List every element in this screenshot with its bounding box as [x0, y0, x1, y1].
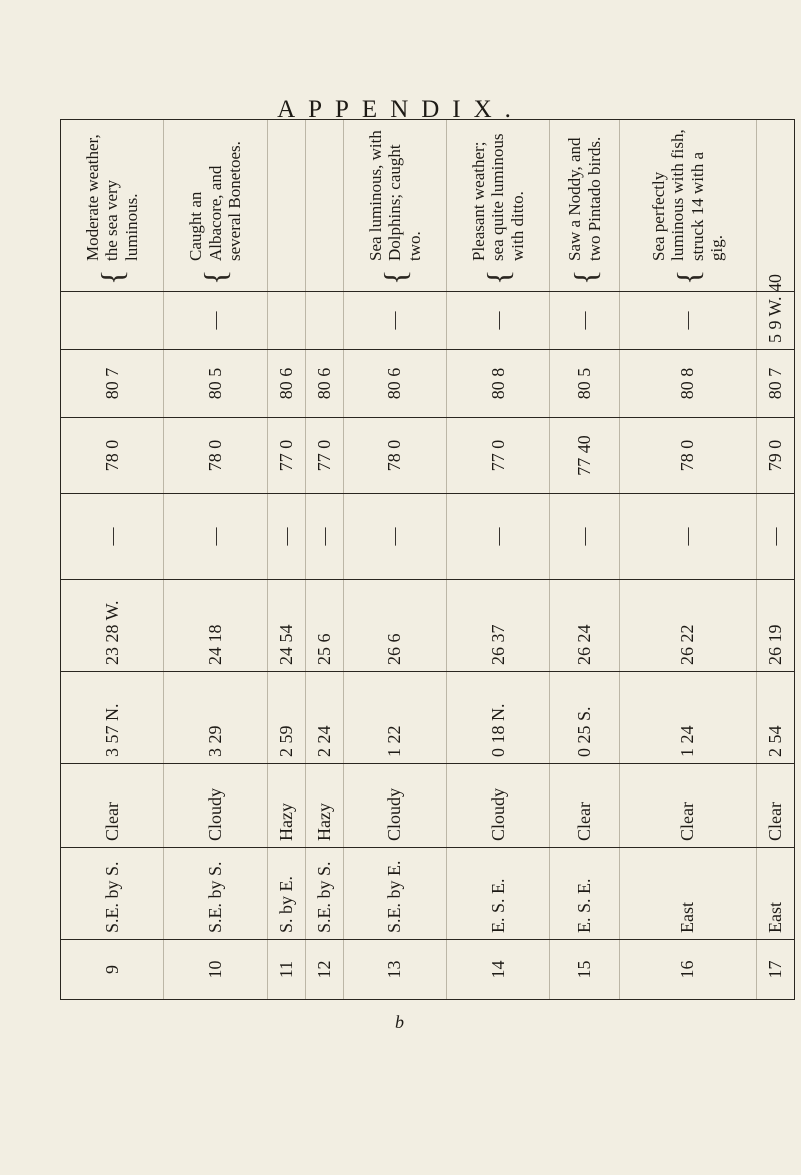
depth-cell-text: 80 7	[764, 367, 785, 400]
day-cell-text: 16	[677, 960, 698, 979]
blank-cell	[756, 494, 794, 580]
weather-cell	[305, 764, 343, 848]
day-cell-text: 12	[313, 960, 334, 979]
table-body	[61, 120, 795, 1000]
latitude-cell	[343, 672, 446, 764]
weather-cell-text: Clear	[677, 802, 698, 841]
latitude-cell	[164, 672, 267, 764]
brace-mark: {	[566, 269, 603, 285]
day-cell	[305, 940, 343, 1000]
blank-cell	[305, 494, 343, 580]
thermometer-cell-text: 77 0	[487, 439, 508, 472]
table-row	[619, 120, 756, 1000]
variation-cell-text: 5 9 W. 40	[764, 273, 785, 343]
latitude-cell	[61, 672, 164, 764]
thermometer-cell	[267, 418, 305, 494]
wind-cell	[756, 848, 794, 940]
weather-cell	[267, 764, 305, 848]
variation-cell-text: —	[574, 311, 595, 330]
variation-cell	[343, 292, 446, 350]
table-row	[447, 120, 550, 1000]
variation-cell	[756, 273, 794, 350]
table-row	[550, 120, 619, 1000]
weather-cell	[61, 764, 164, 848]
depth-cell	[343, 350, 446, 418]
depth-cell	[305, 350, 343, 418]
remarks-cell-text: Caught an Albacore, and several Bonetoes.	[186, 141, 245, 261]
table-row	[61, 120, 164, 1000]
day-cell-text: 17	[764, 960, 785, 979]
depth-cell-text: 80 6	[384, 367, 405, 400]
weather-cell	[550, 764, 619, 848]
remarks-cell	[550, 120, 619, 292]
wind-cell-text: S.E. by E.	[384, 860, 405, 933]
longitude-cell	[756, 580, 794, 672]
thermometer-cell-text: 78 0	[101, 439, 122, 472]
thermometer-cell	[305, 418, 343, 494]
thermometer-cell-text: 78 0	[384, 439, 405, 472]
weather-cell-text: Hazy	[313, 803, 334, 841]
longitude-cell-text: 24 18	[204, 624, 225, 665]
table-row	[756, 120, 794, 1000]
day-cell-text: 15	[574, 960, 595, 979]
page-title: APPENDIX.	[277, 96, 524, 123]
latitude-cell	[619, 672, 756, 764]
brace-mark: {	[480, 269, 517, 285]
remarks-cell	[447, 120, 550, 292]
day-cell	[447, 940, 550, 1000]
longitude-cell	[343, 580, 446, 672]
latitude-cell-text: 2 24	[313, 725, 334, 757]
blank-cell-text: —	[275, 527, 296, 546]
remarks-cell-text: Sea luminous, with Dolphins; caught two.	[365, 130, 424, 261]
weather-cell-text: Cloudy	[204, 787, 225, 841]
weather-cell	[756, 764, 794, 848]
latitude-cell	[550, 672, 619, 764]
depth-cell-text: 80 5	[204, 367, 225, 400]
day-cell	[164, 940, 267, 1000]
blank-cell	[343, 494, 446, 580]
latitude-cell	[305, 672, 343, 764]
blank-cell	[550, 494, 619, 580]
blank-cell	[447, 494, 550, 580]
table-row	[343, 120, 446, 1000]
latitude-cell-text: 2 59	[275, 725, 296, 757]
remarks-cell-text: Sea perfectly luminous with fish, struck 14 with a gig.	[648, 129, 727, 261]
depth-cell	[164, 350, 267, 418]
longitude-cell	[550, 580, 619, 672]
longitude-cell	[267, 580, 305, 672]
brace-mark: {	[669, 269, 706, 285]
blank-cell	[619, 494, 756, 580]
variation-cell-text: —	[677, 311, 698, 330]
wind-cell-text: S. by E.	[275, 875, 296, 933]
signature-letter: b	[395, 1012, 404, 1032]
day-cell	[756, 940, 794, 1000]
blank-cell-text: —	[677, 527, 698, 546]
depth-cell	[267, 350, 305, 418]
variation-cell	[61, 292, 164, 350]
longitude-cell-text: 26 19	[764, 624, 785, 665]
wind-cell-text: East	[764, 902, 785, 933]
remarks-cell	[267, 120, 305, 292]
latitude-cell-text: 3 29	[204, 725, 225, 757]
thermometer-cell	[61, 418, 164, 494]
rotated-table-container	[60, 120, 795, 1000]
longitude-cell-text: 26 6	[384, 633, 405, 665]
longitude-cell-text: 26 37	[487, 624, 508, 665]
wind-cell	[619, 848, 756, 940]
latitude-cell-text: 0 18 N.	[487, 703, 508, 757]
latitude-cell-text: 1 22	[384, 725, 405, 757]
thermometer-cell-text: 78 0	[677, 439, 698, 472]
wind-cell	[164, 848, 267, 940]
longitude-cell	[619, 580, 756, 672]
brace-mark: {	[94, 269, 131, 285]
remarks-cell	[756, 120, 794, 292]
thermometer-cell	[550, 418, 619, 494]
thermometer-cell-text: 79 0	[764, 439, 785, 472]
latitude-cell-text: 1 24	[677, 725, 698, 757]
depth-cell	[61, 350, 164, 418]
remarks-cell-text: Moderate weather, the sea very luminous.	[82, 134, 141, 261]
longitude-cell	[164, 580, 267, 672]
blank-cell-text: —	[574, 527, 595, 546]
day-cell	[619, 940, 756, 1000]
wind-cell-text: S.E. by S.	[313, 861, 334, 933]
remarks-cell-text: Pleasant weather; sea quite luminous with ditto.	[468, 133, 527, 261]
day-cell	[343, 940, 446, 1000]
brace-mark: {	[376, 269, 413, 285]
remarks-cell	[619, 120, 756, 292]
wind-cell	[550, 848, 619, 940]
latitude-cell	[267, 672, 305, 764]
blank-cell	[61, 494, 164, 580]
thermometer-cell-text: 77 0	[313, 439, 334, 472]
thermometer-cell	[447, 418, 550, 494]
longitude-cell-text: 26 24	[574, 624, 595, 665]
blank-cell-text: —	[313, 527, 334, 546]
depth-cell-text: 80 6	[313, 367, 334, 400]
depth-cell	[619, 350, 756, 418]
wind-cell	[305, 848, 343, 940]
variation-cell	[550, 292, 619, 350]
blank-cell	[267, 494, 305, 580]
day-cell	[267, 940, 305, 1000]
wind-cell	[447, 848, 550, 940]
weather-cell	[447, 764, 550, 848]
day-cell-text: 9	[101, 965, 122, 974]
wind-cell-text: S.E. by S.	[101, 861, 122, 933]
brace-mark: {	[197, 269, 234, 285]
latitude-cell-text: 2 54	[764, 725, 785, 757]
thermometer-cell	[343, 418, 446, 494]
blank-cell-text: —	[204, 527, 225, 546]
depth-cell	[447, 350, 550, 418]
weather-cell	[619, 764, 756, 848]
thermometer-cell-text: 77 40	[574, 435, 595, 476]
remarks-cell-text: Saw a Noddy, and two Pintado birds.	[564, 136, 604, 261]
latitude-cell-text: 0 25 S.	[574, 706, 595, 757]
day-cell-text: 11	[275, 960, 296, 979]
day-cell-text: 10	[204, 960, 225, 979]
depth-cell	[550, 350, 619, 418]
depth-cell-text: 80 7	[101, 367, 122, 400]
blank-cell	[164, 494, 267, 580]
remarks-cell	[305, 120, 343, 292]
blank-cell-text: —	[384, 527, 405, 546]
day-cell-text: 14	[487, 960, 508, 979]
remarks-cell	[164, 120, 267, 292]
latitude-cell	[756, 672, 794, 764]
wind-cell	[61, 848, 164, 940]
longitude-cell	[305, 580, 343, 672]
thermometer-cell	[164, 418, 267, 494]
weather-cell-text: Clear	[101, 802, 122, 841]
wind-cell-text: S.E. by S.	[204, 861, 225, 933]
weather-cell	[343, 764, 446, 848]
variation-cell	[267, 292, 305, 350]
longitude-cell-text: 24 54	[275, 624, 296, 665]
blank-cell-text: —	[487, 527, 508, 546]
weather-cell-text: Clear	[574, 802, 595, 841]
thermometer-cell	[619, 418, 756, 494]
table-row	[267, 120, 305, 1000]
blank-cell-text: —	[764, 527, 785, 546]
latitude-cell-text: 3 57 N.	[101, 703, 122, 757]
day-cell	[61, 940, 164, 1000]
day-cell	[550, 940, 619, 1000]
variation-cell-text: —	[487, 311, 508, 330]
blank-cell-text: —	[101, 527, 122, 546]
depth-cell	[756, 350, 794, 418]
remarks-cell	[343, 120, 446, 292]
log-table	[60, 119, 795, 1000]
wind-cell	[267, 848, 305, 940]
longitude-cell	[61, 580, 164, 672]
day-cell-text: 13	[384, 960, 405, 979]
thermometer-cell	[756, 418, 794, 494]
weather-cell-text: Clear	[764, 802, 785, 841]
variation-cell-text: —	[204, 311, 225, 330]
weather-cell-text: Cloudy	[384, 787, 405, 841]
depth-cell-text: 80 8	[677, 367, 698, 400]
depth-cell-text: 80 8	[487, 367, 508, 400]
variation-cell	[447, 292, 550, 350]
table-row	[164, 120, 267, 1000]
variation-cell	[305, 292, 343, 350]
weather-cell-text: Hazy	[275, 803, 296, 841]
latitude-cell	[447, 672, 550, 764]
wind-cell-text: East	[677, 902, 698, 933]
remarks-cell	[61, 120, 164, 292]
thermometer-cell-text: 78 0	[204, 439, 225, 472]
wind-cell-text: E. S. E.	[487, 878, 508, 933]
weather-cell-text: Cloudy	[487, 787, 508, 841]
depth-cell-text: 80 6	[275, 367, 296, 400]
variation-cell	[619, 292, 756, 350]
table-row	[305, 120, 343, 1000]
depth-cell-text: 80 5	[574, 367, 595, 400]
thermometer-cell-text: 77 0	[275, 439, 296, 472]
longitude-cell-text: 25 6	[313, 633, 334, 665]
wind-cell	[343, 848, 446, 940]
longitude-cell	[447, 580, 550, 672]
weather-cell	[164, 764, 267, 848]
variation-cell	[164, 292, 267, 350]
longitude-cell-text: 26 22	[677, 624, 698, 665]
variation-cell-text: —	[384, 311, 405, 330]
longitude-cell-text: 23 28 W.	[101, 600, 122, 665]
wind-cell-text: E. S. E.	[574, 878, 595, 933]
